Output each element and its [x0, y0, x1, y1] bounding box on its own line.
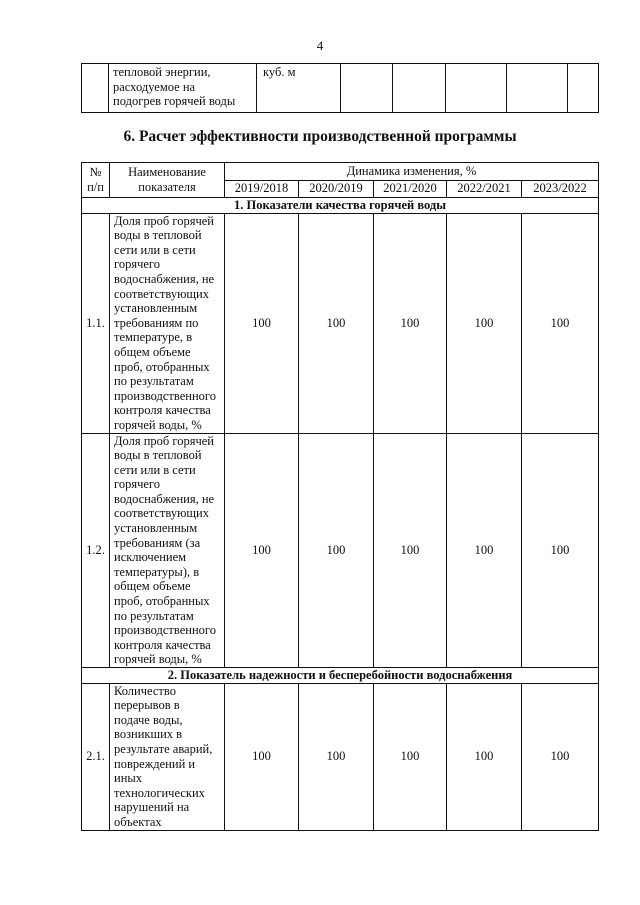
- indicator-name-line: общем объеме: [114, 344, 191, 359]
- indicator-name-line: тепловой энергии,: [113, 65, 211, 79]
- indicator-name-cell: [109, 64, 257, 113]
- indicator-name-line: установленным: [114, 301, 198, 316]
- indicator-name-line: по результатам: [114, 374, 194, 389]
- indicator-name-line: результате аварий,: [114, 741, 213, 756]
- indicator-name-cell: [110, 683, 225, 830]
- table-row: [82, 683, 599, 830]
- indicator-name-line: горячего: [114, 257, 160, 272]
- indicator-name-line: по результатам: [114, 608, 194, 623]
- indicator-name-line: повреждений и: [114, 756, 196, 771]
- number-header-line: №: [89, 165, 102, 180]
- indicator-name-line: общем объеме: [114, 579, 191, 594]
- period-header: 2020/2019: [299, 180, 374, 198]
- indicator-name-cell: [110, 213, 225, 433]
- indicator-name-line: Количество: [114, 683, 176, 698]
- previous-table-fragment: [81, 63, 599, 113]
- value-cell: 100: [225, 683, 299, 830]
- dynamics-header: Динамика изменения, %: [225, 163, 599, 181]
- indicator-name-line: возникших в: [114, 727, 183, 742]
- number-cell: [82, 64, 109, 113]
- row-number: 1.2.: [82, 433, 110, 668]
- indicator-name-line: подаче воды,: [114, 712, 183, 727]
- value-cell: 100: [374, 683, 447, 830]
- value-cell: [446, 64, 507, 113]
- indicator-name-line: соответствующих: [114, 506, 209, 521]
- section-title: 6. Расчет эффективности производственной программы: [123, 128, 517, 145]
- indicator-name-line: Доля проб горячей: [114, 433, 214, 448]
- unit-cell: куб. м: [257, 64, 341, 113]
- period-header: 2021/2020: [374, 180, 447, 198]
- value-cell: 100: [299, 213, 374, 433]
- value-cell: 100: [299, 433, 374, 668]
- indicator-name-line: воды в тепловой: [114, 448, 202, 463]
- value-cell: 100: [374, 433, 447, 668]
- indicator-name-line: температуре, в: [114, 330, 193, 345]
- value-cell: [341, 64, 393, 113]
- value-cell: 100: [225, 433, 299, 668]
- indicator-name-line: горячего: [114, 477, 160, 492]
- group-header-row: [82, 198, 599, 214]
- value-cell: 100: [522, 683, 599, 830]
- indicator-name-line: производственного: [114, 623, 216, 638]
- name-header-line: Наименование: [128, 165, 206, 180]
- indicator-name-line: воды в тепловой: [114, 228, 202, 243]
- table-row: [82, 64, 599, 113]
- group-title: 1. Показатели качества горячей воды: [82, 198, 599, 214]
- indicator-name-line: требованиям по: [114, 315, 199, 330]
- value-cell: 100: [447, 433, 522, 668]
- value-cell: 100: [522, 213, 599, 433]
- indicator-name-line: контроля качества: [114, 637, 211, 652]
- row-number: 1.1.: [82, 213, 110, 433]
- group-title: 2. Показатель надежности и бесперебойности водоснабжения: [82, 668, 599, 684]
- value-cell: 100: [447, 213, 522, 433]
- name-header-line: показателя: [138, 180, 196, 194]
- indicator-name-cell: [110, 433, 225, 668]
- indicator-name-line: производственного: [114, 388, 216, 403]
- period-header: 2023/2022: [522, 180, 599, 198]
- indicator-name-line: исключением: [114, 550, 187, 565]
- indicator-name-line: установленным: [114, 521, 198, 536]
- indicator-name-line: технологических: [114, 785, 205, 800]
- page-number: 4: [316, 38, 324, 53]
- table-header-row: [82, 163, 599, 181]
- indicator-name-line: водоснабжения, не: [114, 271, 215, 286]
- indicator-name-line: проб, отобранных: [114, 594, 210, 609]
- table-row: [82, 433, 599, 668]
- indicator-name-line: иных: [114, 771, 143, 786]
- value-cell: [393, 64, 446, 113]
- indicator-name-line: подогрев горячей воды: [113, 94, 236, 109]
- value-cell: 100: [225, 213, 299, 433]
- indicator-name-line: нарушений на: [114, 800, 190, 815]
- indicator-name-line: расходуемое на: [113, 79, 196, 94]
- period-header: 2022/2021: [447, 180, 522, 198]
- table-row: [82, 213, 599, 433]
- number-header: [82, 163, 110, 198]
- period-header: 2019/2018: [225, 180, 299, 198]
- indicator-name-line: горячей воды, %: [114, 652, 202, 667]
- indicator-name-line: сети или в сети: [114, 462, 196, 477]
- indicator-name-line: температуры), в: [114, 564, 200, 579]
- number-header-line: п/п: [87, 180, 104, 194]
- value-cell: 100: [374, 213, 447, 433]
- row-number: 2.1.: [82, 683, 110, 830]
- indicator-name-line: соответствующих: [114, 286, 209, 301]
- value-cell: [568, 64, 599, 113]
- value-cell: [507, 64, 568, 113]
- efficiency-table: [81, 162, 599, 831]
- indicator-name-line: контроля качества: [114, 403, 211, 418]
- value-cell: 100: [522, 433, 599, 668]
- indicator-name-line: водоснабжения, не: [114, 491, 215, 506]
- indicator-name-line: объектах: [114, 814, 162, 829]
- indicator-name-line: горячей воды, %: [114, 417, 202, 432]
- name-header: [110, 163, 225, 198]
- indicator-name-line: Доля проб горячей: [114, 213, 214, 228]
- indicator-name-line: проб, отобранных: [114, 359, 210, 374]
- value-cell: 100: [299, 683, 374, 830]
- group-header-row: [82, 668, 599, 684]
- indicator-name-line: требованиям (за: [114, 535, 201, 550]
- indicator-name-line: сети или в сети: [114, 242, 196, 257]
- indicator-name-line: перерывов в: [114, 698, 180, 713]
- value-cell: 100: [447, 683, 522, 830]
